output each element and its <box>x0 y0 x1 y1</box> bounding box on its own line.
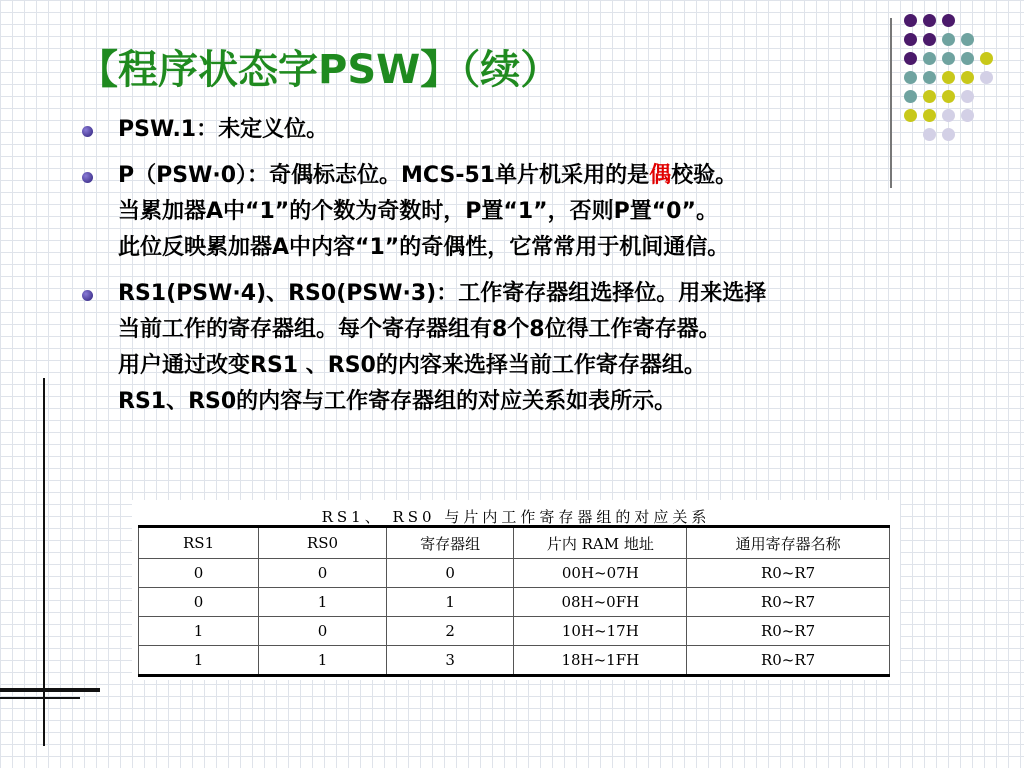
slide-title: 【程序状态字PSW】（续） <box>78 47 561 93</box>
column-header-rs0: RS0 <box>259 527 387 559</box>
table-row <box>139 559 890 588</box>
decorative-dot <box>980 52 993 65</box>
table-cell: 00H~07H <box>514 559 687 588</box>
table-cell: R0~R7 <box>687 559 890 588</box>
decorative-dot <box>923 90 936 103</box>
table-header-row <box>139 527 890 559</box>
register-bank-table <box>138 525 890 677</box>
decorative-dot <box>942 33 955 46</box>
table-cell: R0~R7 <box>687 646 890 676</box>
table-cell: 0 <box>259 617 387 646</box>
table-cell: 0 <box>139 559 259 588</box>
decorative-dot <box>923 109 936 122</box>
decorative-dot <box>942 52 955 65</box>
table-cell: 1 <box>259 588 387 617</box>
bullet-text-line: 当累加器A中“1”的个数为奇数时，P置“1”，否则P置“0”。 <box>118 199 718 224</box>
decorative-horizontal-bar <box>0 688 100 692</box>
bullet-text-line: PSW.1：未定义位。 <box>118 117 329 142</box>
table-cell: 0 <box>139 588 259 617</box>
bullet-item-psw1 <box>78 112 908 148</box>
emphasis-text: 偶 <box>649 163 672 188</box>
decorative-dot <box>904 52 917 65</box>
decorative-dot <box>942 14 955 27</box>
decorative-dot <box>980 71 993 84</box>
decorative-dot <box>942 109 955 122</box>
decorative-dot <box>961 90 974 103</box>
decorative-dot <box>904 14 917 27</box>
table-cell: 1 <box>139 646 259 676</box>
table-cell: 08H~0FH <box>514 588 687 617</box>
column-header-register-names: 通用寄存器名称 <box>687 527 890 559</box>
register-bank-table-panel <box>132 500 900 680</box>
table-cell: 1 <box>386 588 514 617</box>
decorative-horizontal-bar <box>0 697 80 699</box>
decorative-dot <box>923 14 936 27</box>
column-header-ram-address: 片内 RAM 地址 <box>514 527 687 559</box>
column-header-register-bank: 寄存器组 <box>386 527 514 559</box>
bullet-text-line: RS1(PSW·4)、RS0(PSW·3)：工作寄存器组选择位。用来选择 <box>118 281 767 306</box>
table-row <box>139 646 890 676</box>
bullet-icon <box>82 290 93 301</box>
bullet-text-line: 此位反映累加器A中内容“1”的奇偶性，它常常用于机间通信。 <box>118 235 730 260</box>
decorative-dot <box>923 71 936 84</box>
table-cell: 0 <box>386 559 514 588</box>
decorative-dot <box>942 71 955 84</box>
table-cell: R0~R7 <box>687 617 890 646</box>
table-row <box>139 617 890 646</box>
bullet-icon <box>82 172 93 183</box>
table-cell: 18H~1FH <box>514 646 687 676</box>
table-caption: RS1、 RS0 与片内工作寄存器组的对应关系 <box>321 508 711 526</box>
bullet-text-line: 用户通过改变RS1 、RS0的内容来选择当前工作寄存器组。 <box>118 353 706 378</box>
bullet-item-parity <box>78 158 908 266</box>
decorative-dot <box>961 52 974 65</box>
table-row <box>139 588 890 617</box>
table-cell: 1 <box>139 617 259 646</box>
table-cell: 0 <box>259 559 387 588</box>
table-cell: 10H~17H <box>514 617 687 646</box>
bullet-text-line: 当前工作的寄存器组。每个寄存器组有8个8位得工作寄存器。 <box>118 317 721 342</box>
decorative-dot <box>904 71 917 84</box>
decorative-dot <box>961 71 974 84</box>
parity-text-end: 校验。 <box>671 163 738 188</box>
decorative-dot <box>904 90 917 103</box>
bullet-text-line: RS1、RS0的内容与工作寄存器组的对应关系如表所示。 <box>118 389 677 414</box>
table-cell: 1 <box>259 646 387 676</box>
decorative-dot-grid <box>904 14 1024 164</box>
decorative-dot <box>923 33 936 46</box>
decorative-dot <box>923 52 936 65</box>
column-header-rs1: RS1 <box>139 527 259 559</box>
table-cell: 3 <box>386 646 514 676</box>
decorative-dot <box>961 33 974 46</box>
decorative-dot <box>923 128 936 141</box>
table-cell: R0~R7 <box>687 588 890 617</box>
bullet-item-register-select <box>78 276 908 420</box>
bullet-list <box>78 112 908 430</box>
table-cell: 2 <box>386 617 514 646</box>
decorative-dot <box>942 128 955 141</box>
bullet-icon <box>82 126 93 137</box>
parity-text-start: P（PSW·0）：奇偶标志位。MCS-51单片机采用的是 <box>118 163 650 188</box>
decorative-dot <box>961 109 974 122</box>
decorative-dot <box>942 90 955 103</box>
decorative-dot <box>904 33 917 46</box>
bullet-text-line <box>118 158 908 194</box>
